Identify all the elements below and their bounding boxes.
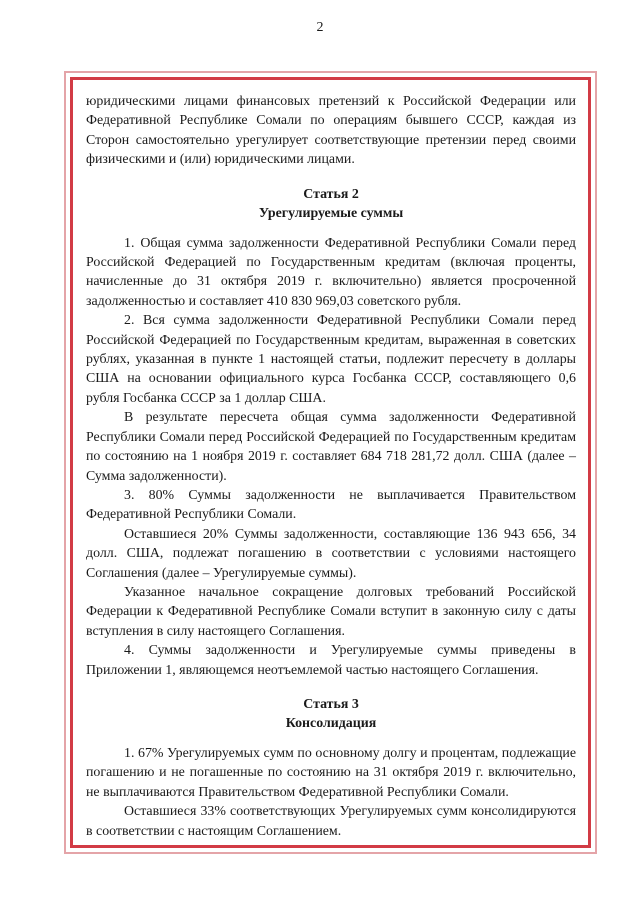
article-2-paragraph-7: 4. Суммы задолженности и Урегулируемые суммы приведены в Приложении 1, являющемся неотъемлемой частью настоящего Соглашения. [86, 643, 576, 678]
article-3-paragraph-2: Оставшиеся 33% соответствующих Урегулируемых сумм консолидируются в соответствии с настоящим Соглашением. [86, 804, 576, 839]
document-body [86, 92, 576, 841]
article-2-paragraph-6: Указанное начальное сокращение долговых требований Российской Федерации к Федеративной Республике Сомали вступит в законную силу с даты вступления в силу настоящего Соглашения. [86, 584, 576, 639]
article-3-number: Статья 3 [303, 696, 359, 712]
article-3-title: Консолидация [285, 715, 377, 731]
article-2-paragraph-2: 2. Вся сумма задолженности Федеративной Республики Сомали перед Российской Федерацией по Государственным кредитам, выраженная в советских рублях, указанная в пункте 1 настоящей статьи, подлежит пересчету в доллары США на основании официального курса Госбанка СССР, составляющего 0,6 рубля Госбанка СССР за 1 доллар США. [86, 313, 576, 406]
article-2-paragraph-3: В результате пересчета общая сумма задолженности Федеративной Республики Сомали перед Российской Федерацией по Государственным кредитам по состоянию на 1 ноября 2019 г. составляет 684 718 281,72 долл. США (далее – Сумма задолженности). [86, 410, 576, 484]
article-2-title: Урегулируемые суммы [258, 205, 404, 221]
article-2-number: Статья 2 [303, 186, 359, 202]
article-2-paragraph-1: 1. Общая сумма задолженности Федеративной Республики Сомали перед Российской Федерацией по Государственным кредитам (включая проценты, начисленные до 31 октября 2019 г. включительно) является просроченной задолженностью и составляет 410 830 969,03 советского рубля. [86, 235, 576, 309]
article-3-paragraph-1: 1. 67% Урегулируемых сумм по основному долгу и процентам, подлежащие погашению и не погашенные по состоянию на 31 октября 2019 г. включительно, не выплачиваются Правительством Федеративной Республики Сомали. [86, 745, 576, 800]
intro-paragraph: юридическими лицами финансовых претензий к Российской Федерации или Федеративной Республике Сомали по операциям бывшего СССР, каждая из Сторон самостоятельно урегулирует соответствующие претензии перед своими физическими и (или) юридическими лицами. [86, 94, 576, 168]
article-2-paragraph-4: 3. 80% Суммы задолженности не выплачивается Правительством Федеративной Республики Сомали. [86, 487, 576, 523]
article-2-paragraph-5: Оставшиеся 20% Суммы задолженности, составляющие 136 943 656, 34 долл. США, подлежат погашению в соответствии с условиями настоящего Соглашения (далее – Урегулируемые суммы). [86, 526, 576, 581]
page-number: 2 [316, 20, 324, 35]
